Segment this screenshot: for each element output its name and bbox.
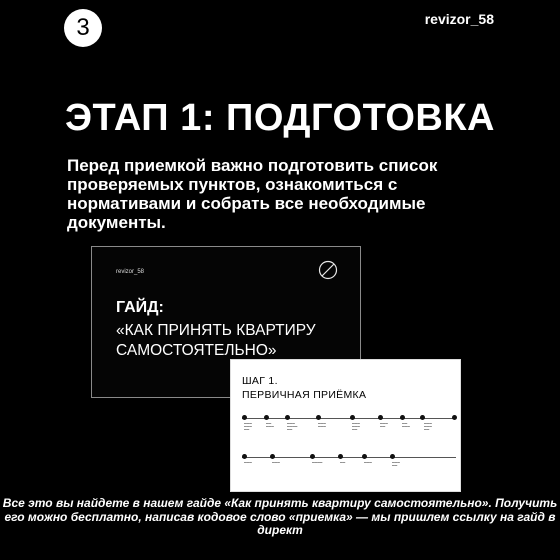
micro-text: ▬▬ ▬▬▬ <box>266 422 274 429</box>
micro-text: ▬▬ ▬▬▬ <box>402 422 410 429</box>
timeline-dot <box>316 415 321 420</box>
micro-text: ▬▬▬ ▬▬▬ ▬▬ <box>244 422 252 432</box>
page-title: ЭТАП 1: ПОДГОТОВКА <box>65 97 495 139</box>
page-number-badge <box>64 9 102 47</box>
circle-slash-icon <box>318 260 338 280</box>
timeline-lower <box>242 454 456 460</box>
timeline-dot <box>285 415 290 420</box>
timeline-upper <box>242 415 456 421</box>
micro-text: ▬▬▬▬ <box>312 461 323 464</box>
guide-label: ГАЙД: <box>116 299 164 316</box>
timeline-dot <box>350 415 355 420</box>
page-number: 3 <box>76 14 90 41</box>
timeline-dot <box>378 415 383 420</box>
micro-text: ▬▬▬ ▬▬▬ <box>318 422 326 429</box>
timeline-dot <box>400 415 405 420</box>
step-card <box>231 360 460 491</box>
timeline-dot <box>338 454 343 459</box>
account-handle: revizor_58 <box>424 11 494 27</box>
guide-brand: revizor_58 <box>116 269 145 275</box>
timeline-dot <box>362 454 367 459</box>
micro-text: ▬▬▬ <box>244 461 252 464</box>
micro-text: ▬▬▬ ▬▬ <box>380 422 388 429</box>
footer-text: Все это вы найдете в нашем гайде «Как принять квартиру самостоятельно». Получить его можно бесплатно, написав кодовое слово «приемка» — мы пришлем ссылку на гайд в директ <box>2 496 558 537</box>
timeline-dot <box>242 415 247 420</box>
timeline-dot <box>264 415 269 420</box>
micro-text: ▬▬▬ ▬▬▬▬ ▬▬ <box>287 422 298 432</box>
micro-text: ▬▬▬ <box>272 461 280 464</box>
micro-text: ▬▬▬ <box>364 461 372 464</box>
timeline-dot <box>310 454 315 459</box>
timeline-dot <box>242 454 247 459</box>
micro-text: ▬▬▬ ▬▬ <box>392 461 400 468</box>
timeline-dot <box>270 454 275 459</box>
micro-text: ▬▬▬ ▬▬▬ ▬▬ <box>352 422 360 432</box>
step-number: ШАГ 1. <box>242 375 278 387</box>
timeline-dot <box>452 415 457 420</box>
intro-text: Перед приемкой важно подготовить список проверяемых пунктов, ознакомиться с нормативами и собрать все необходимые документы. <box>67 156 438 232</box>
timeline-dot <box>390 454 395 459</box>
micro-text: ▬▬▬ ▬▬▬ ▬▬ <box>424 422 432 432</box>
guide-heading: «КАК ПРИНЯТЬ КВАРТИРУ САМОСТОЯТЕЛЬНО» <box>116 322 316 359</box>
timeline-dot <box>420 415 425 420</box>
micro-text: ▬▬ <box>340 461 346 464</box>
step-title: ПЕРВИЧНАЯ ПРИЁМКА <box>242 389 367 401</box>
